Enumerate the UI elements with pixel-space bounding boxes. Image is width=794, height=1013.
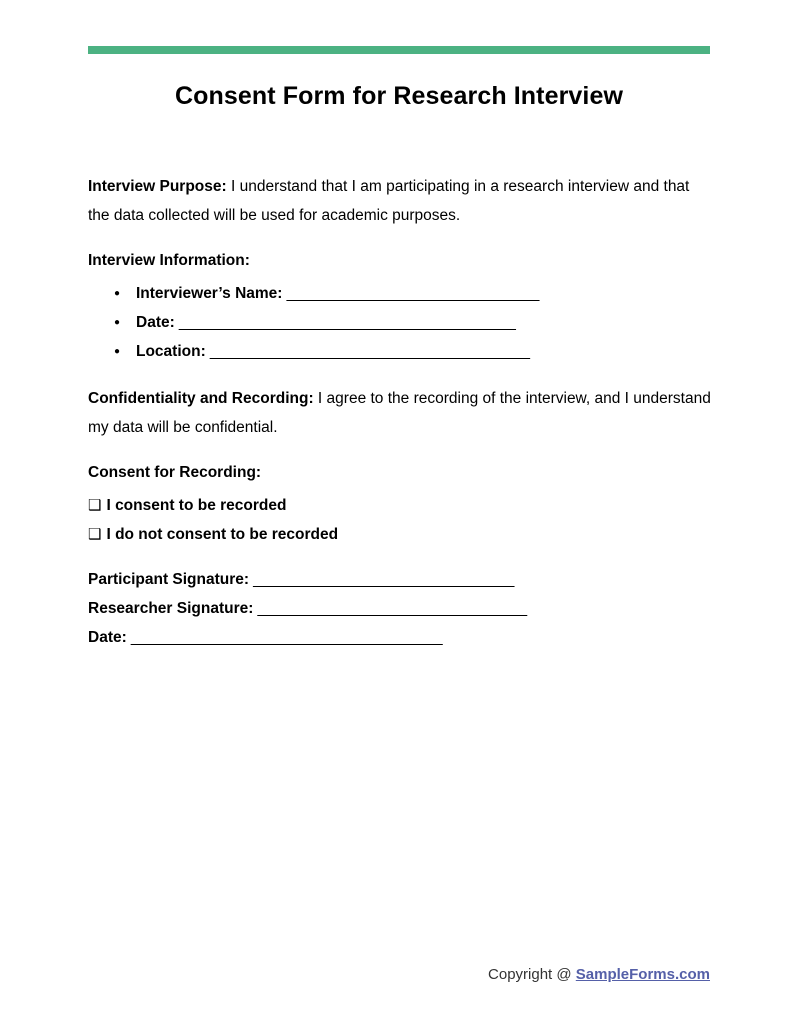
confidentiality-text: I agree to the recording of the interview, and I understand my data will be confidential. — [88, 390, 711, 436]
confidentiality-label: Confidentiality and Recording: — [88, 390, 314, 407]
list-item — [114, 279, 712, 308]
interview-purpose-text: I understand that I am participating in a research interview and that the data collected will be used for academic purposes. — [88, 178, 690, 224]
interview-purpose-paragraph — [88, 172, 712, 230]
researcher-signature-blank[interactable]: ________________________________ — [253, 600, 527, 617]
interviewer-name-label: Interviewer’s Name: — [136, 285, 283, 302]
consent-option-yes-label: I consent to be recorded — [106, 497, 287, 514]
participant-signature-line — [88, 565, 712, 594]
signature-date-blank[interactable]: _____________________________________ — [126, 629, 443, 646]
consent-option-no-label: I do not consent to be recorded — [106, 526, 339, 543]
interview-location-label: Location: — [136, 343, 206, 360]
checkbox-icon[interactable]: ❑ — [88, 526, 102, 543]
interview-date-label: Date: — [136, 314, 175, 331]
consent-option-yes[interactable] — [88, 491, 712, 520]
page-title: Consent Form for Research Interview — [174, 82, 624, 110]
researcher-signature-label: Researcher Signature: — [88, 600, 254, 617]
header-accent-rule — [88, 46, 710, 54]
participant-signature-label: Participant Signature: — [88, 571, 250, 588]
confidentiality-paragraph — [88, 384, 712, 442]
consent-for-recording-label: Consent for Recording: — [88, 464, 262, 481]
footer-brand-link[interactable]: SampleForms.com — [575, 966, 710, 983]
signature-date-label: Date: — [88, 629, 127, 646]
interview-information-list — [88, 279, 712, 366]
interviewer-name-blank[interactable]: ______________________________ — [282, 285, 540, 302]
signature-date-line — [88, 623, 712, 652]
page-footer — [88, 966, 710, 983]
list-item — [114, 337, 712, 366]
interview-purpose-label: Interview Purpose: — [88, 178, 227, 195]
interview-date-blank[interactable]: ________________________________________ — [174, 314, 516, 331]
footer-copyright-text: Copyright @ — [488, 966, 576, 983]
interview-location-blank[interactable]: ______________________________________ — [205, 343, 530, 360]
document-body — [88, 172, 712, 652]
participant-signature-blank[interactable]: _______________________________ — [249, 571, 515, 588]
interview-information-label: Interview Information: — [88, 252, 250, 269]
researcher-signature-line — [88, 594, 712, 623]
signature-spacer — [88, 549, 712, 565]
checkbox-icon[interactable]: ❑ — [88, 497, 102, 514]
consent-option-no[interactable] — [88, 520, 712, 549]
list-item — [114, 308, 712, 337]
